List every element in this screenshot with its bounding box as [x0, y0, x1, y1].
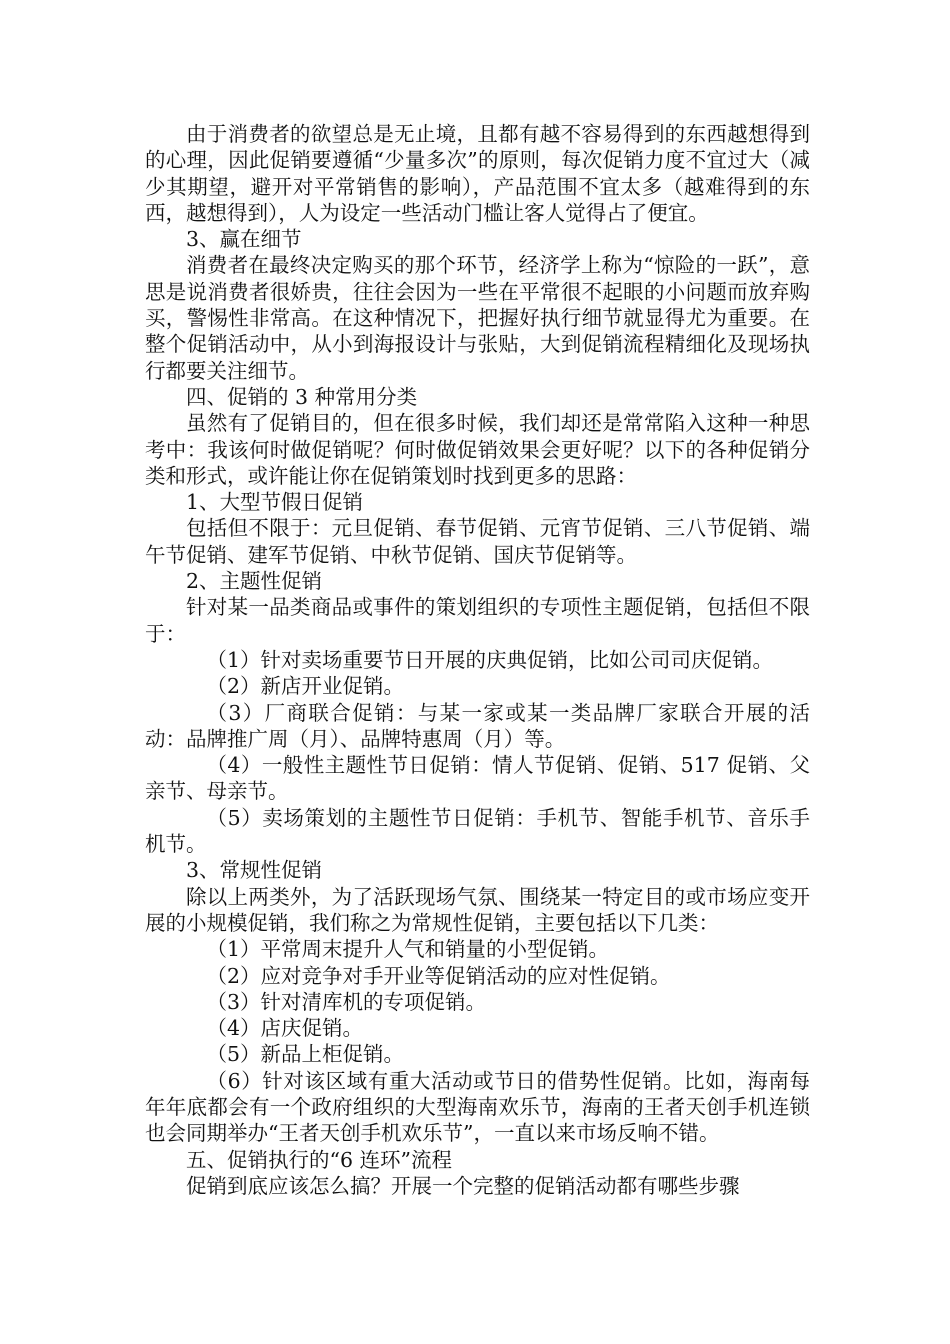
paragraph-categories-intro: 虽然有了促销目的，但在很多时候，我们却还是常常陷入这种一种思考中：我该何时做促销呢？何时做促销效果会更好呢？以下的各种促销分类和形式，或许能让你在促销策划时找到更多的思路：	[145, 411, 810, 488]
paragraph-theme-intro: 针对某一品类商品或事件的策划组织的专项性主题促销，包括但不限于：	[145, 595, 810, 646]
section-heading-five: 五、促销执行的“6 连环”流程	[186, 1147, 453, 1172]
list-item: （3）针对清库机的专项促销。	[206, 989, 487, 1014]
paragraph-details: 消费者在最终决定购买的那个环节，经济学上称为“惊险的一跃”，意思是说消费者很娇贵，往往会因为一些在平常很不起眼的小问题而放弃购买，警惕性非常高。在这种情况下，把握好执行细节就显得尤为重要。在整个促销活动中，从小到海报设计与张贴，大到促销流程精细化及现场执行都要关注细节。	[145, 253, 810, 383]
subheading-win-in-details: 3、赢在细节	[186, 227, 302, 252]
document-body	[145, 121, 810, 1199]
list-item: （6）针对该区域有重大活动或节日的借势性促销。比如，海南每年年底都会有一个政府组织的大型海南欢乐节，海南的王者天创手机连锁也会同期举办“王者天创手机欢乐节”，一直以来市场反响不错。	[145, 1068, 810, 1146]
list-item: （1）平常周末提升人气和销量的小型促销。	[206, 937, 610, 962]
list-item: （1）针对卖场重要节日开展的庆典促销，比如公司司庆促销。	[206, 647, 774, 672]
paragraph-holiday-list: 包括但不限于：元旦促销、春节促销、元宵节促销、三八节促销、端午节促销、建军节促销、中秋节促销、国庆节促销等。	[145, 516, 810, 567]
section-heading-four: 四、促销的 3 种常用分类	[186, 384, 418, 409]
subheading-theme-promotion: 2、主题性促销	[186, 569, 323, 594]
list-item: （4）一般性主题性节日促销：情人节促销、促销、517 促销、父亲节、母亲节。	[145, 753, 810, 804]
paragraph-steps-intro: 促销到底应该怎么搞？开展一个完整的促销活动都有哪些步骤	[186, 1173, 740, 1198]
paragraph-intro: 由于消费者的欲望总是无止境，且都有越不容易得到的东西越想得到的心理，因此促销要遵循“少量多次”的原则，每次促销力度不宜过大（减少其期望，避开对平常销售的影响），产品范围不宜太多（越难得到的东西，越想得到），人为设定一些活动门槛让客人觉得占了便宜。	[145, 122, 810, 225]
list-item: （4）店庆促销。	[206, 1016, 364, 1041]
subheading-holiday-promotion: 1、大型节假日促销	[186, 490, 364, 515]
paragraph-regular-intro: 除以上两类外，为了活跃现场气氛、围绕某一特定目的或市场应变开展的小规模促销，我们称之为常规性促销，主要包括以下几类：	[145, 884, 810, 935]
list-item: （3）厂商联合促销：与某一家或某一类品牌厂家联合开展的活动：品牌推广周（月）、品牌特惠周（月）等。	[145, 700, 810, 751]
list-item: （5）新品上柜促销。	[206, 1042, 405, 1067]
list-item: （5）卖场策划的主题性节日促销：手机节、智能手机节、音乐手机节。	[145, 805, 810, 857]
list-item: （2）应对竞争对手开业等促销活动的应对性促销。	[206, 963, 671, 988]
subheading-regular-promotion: 3、常规性促销	[186, 858, 323, 883]
list-item: （2）新店开业促销。	[206, 674, 405, 699]
